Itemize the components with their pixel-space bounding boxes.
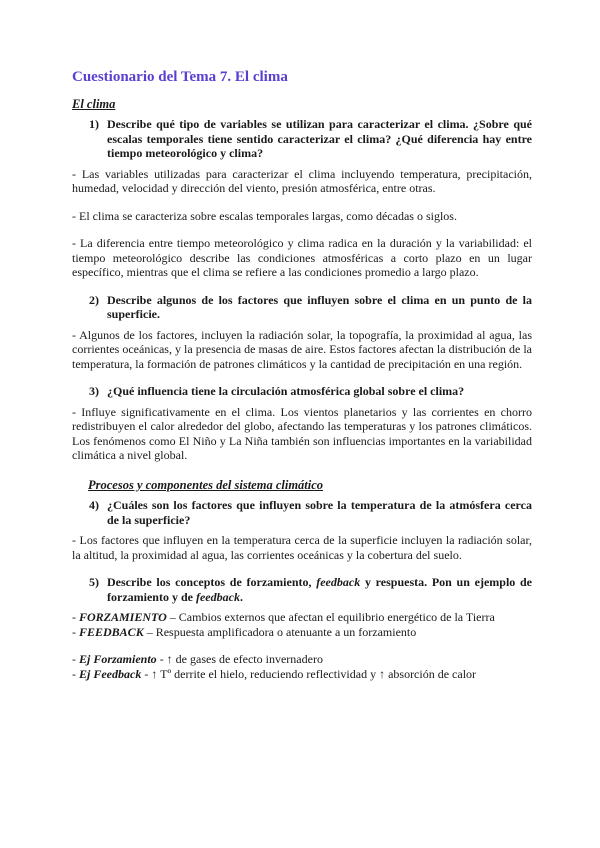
- question-number: 4): [89, 498, 99, 512]
- section-heading-procesos: Procesos y componentes del sistema climático: [88, 477, 324, 492]
- answer-paragraph: - La diferencia entre tiempo meteorológico y clima radica en la duración y la variabilidad: el tiempo meteorológico describe las condiciones atmosféricas a corto plazo en un lugar específico, mientras que el clima se refiere a las condiciones promedio a largo plazo.: [72, 236, 532, 279]
- question-number: 3): [89, 384, 99, 398]
- question-text: ¿Cuáles son los factores que influyen sobre la temperatura de la atmósfera cerca de la superficie?: [107, 498, 532, 527]
- answer-paragraph: - Los factores que influyen en la temperatura cerca de la superficie incluyen la radiación solar, la altitud, la proximidad al agua, las corrientes oceánicas y la cobertura del suelo.: [72, 533, 532, 562]
- question-number: 5): [89, 575, 99, 589]
- answer-paragraph: - Algunos de los factores, incluyen la radiación solar, la topografía, la proximidad al agua, las corrientes oceánicas, y la presencia de masas de aire. Estos factores afectan la distribución de la temperatura, la formación de patrones climáticos y la cantidad de precipitación en una región.: [72, 327, 532, 371]
- definition-item: - FORZAMIENTO – Cambios externos que afectan el equilibrio energético de la Tierra: [72, 610, 495, 624]
- question-4: [89, 498, 532, 527]
- document-title: Cuestionario del Tema 7. El clima: [72, 69, 288, 85]
- example-item: - Ej Forzamiento - ↑ de gases de efecto invernadero: [72, 652, 323, 666]
- example-item: - Ej Feedback - ↑ Tº derrite el hielo, reduciendo reflectividad y ↑ absorción de calor: [72, 666, 477, 681]
- section-heading-el-clima: El clima: [72, 96, 116, 111]
- question-1: [89, 117, 532, 161]
- definition-item: - FEEDBACK – Respuesta amplificadora o atenuante a un forzamiento: [72, 624, 417, 639]
- question-text: Describe algunos de los factores que influyen sobre el clima en un punto de la superficie.: [107, 292, 532, 321]
- answer-paragraph: - Influye significativamente en el clima. Los vientos planetarios y las corrientes en chorro redistribuyen el calor alrededor del globo, afectando las temperaturas y los patrones climáticos. Los fenómenos como El Niño y La Niña también son influencias importantes en la variabilidad climática a nivel global.: [72, 404, 532, 462]
- question-text: Describe los conceptos de forzamiento, feedback y respuesta. Pon un ejemplo de forzamiento y de feedback.: [107, 575, 532, 604]
- question-text: Describe qué tipo de variables se utilizan para caracterizar el clima. ¿Sobre qué escalas temporales tiene sentido caracterizar el clima? ¿Qué diferencia hay entre tiempo meteorológico y clima?: [107, 117, 532, 160]
- answer-paragraph: - El clima se caracteriza sobre escalas temporales largas, como décadas o siglos.: [72, 208, 457, 223]
- definitions-list: [72, 610, 532, 681]
- question-number: 2): [89, 292, 99, 307]
- answer-paragraph: - Las variables utilizadas para caracterizar el clima incluyendo temperatura, precipitación, humedad, velocidad y dirección del viento, presión atmosférica, entre otras.: [72, 166, 532, 195]
- question-text: ¿Qué influencia tiene la circulación atmosférica global sobre el clima?: [107, 384, 465, 398]
- question-3: [89, 384, 532, 399]
- question-2: [89, 293, 532, 322]
- question-number: 1): [89, 117, 99, 131]
- document-page: [72, 70, 532, 681]
- question-5: [89, 575, 532, 604]
